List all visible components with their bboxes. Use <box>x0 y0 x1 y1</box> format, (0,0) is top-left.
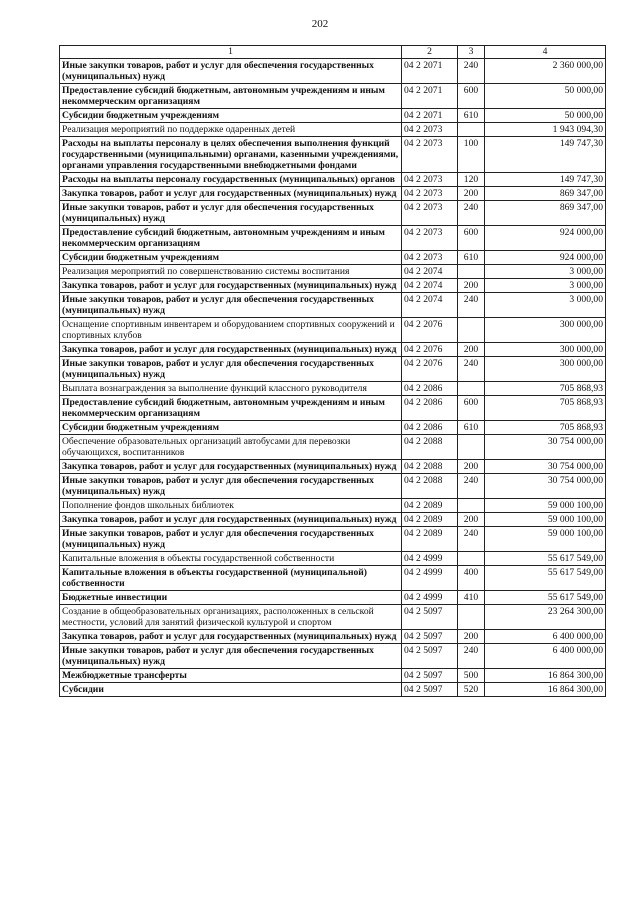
row-amount-cell: 30 754 000,00 <box>485 435 606 460</box>
row-name-cell: Закупка товаров, работ и услуг для государственных (муниципальных) нужд <box>60 630 402 644</box>
table-row <box>60 669 606 683</box>
row-name-cell: Предоставление субсидий бюджетным, автономным учреждениям и иным некоммерческим организациям <box>60 226 402 251</box>
row-code-cell: 04 2 2071 <box>402 84 458 109</box>
page-number: 202 <box>311 18 329 30</box>
row-name-cell: Иные закупки товаров, работ и услуг для обеспечения государственных (муниципальных) нужд <box>60 474 402 499</box>
row-name-cell: Закупка товаров, работ и услуг для государственных (муниципальных) нужд <box>60 343 402 357</box>
table-row <box>60 474 606 499</box>
row-name-cell: Выплата вознаграждения за выполнение функций классного руководителя <box>60 382 402 396</box>
row-type-cell: 610 <box>458 251 485 265</box>
row-code-cell: 04 2 2074 <box>402 265 458 279</box>
row-name-cell: Капитальные вложения в объекты государственной собственности <box>60 552 402 566</box>
row-name-cell: Закупка товаров, работ и услуг для государственных (муниципальных) нужд <box>60 279 402 293</box>
table-row <box>60 552 606 566</box>
table-row <box>60 187 606 201</box>
row-code-cell: 04 2 2071 <box>402 59 458 84</box>
row-type-cell: 610 <box>458 109 485 123</box>
row-code-cell: 04 2 2086 <box>402 396 458 421</box>
row-amount-cell: 50 000,00 <box>485 84 606 109</box>
row-code-cell: 04 2 2089 <box>402 527 458 552</box>
row-amount-cell: 55 617 549,00 <box>485 566 606 591</box>
table-row <box>60 226 606 251</box>
row-type-cell: 200 <box>458 343 485 357</box>
row-name-cell: Расходы на выплаты персоналу в целях обеспечения выполнения функций государственными (муниципальными) органами, казенными учреждениями, органами управления государственными внебюджетными фондами <box>60 137 402 173</box>
row-type-cell: 240 <box>458 474 485 499</box>
row-code-cell: 04 2 2086 <box>402 421 458 435</box>
row-type-cell: 120 <box>458 173 485 187</box>
row-code-cell: 04 2 2073 <box>402 201 458 226</box>
column-header-type: 3 <box>458 46 485 59</box>
table-row <box>60 683 606 697</box>
row-code-cell: 04 2 2074 <box>402 279 458 293</box>
table-row <box>60 109 606 123</box>
table-row <box>60 123 606 137</box>
row-type-cell <box>458 318 485 343</box>
table-body <box>60 59 606 697</box>
row-type-cell: 240 <box>458 201 485 226</box>
row-amount-cell: 59 000 100,00 <box>485 527 606 552</box>
row-code-cell: 04 2 4999 <box>402 591 458 605</box>
row-code-cell: 04 2 2071 <box>402 109 458 123</box>
row-amount-cell: 30 754 000,00 <box>485 460 606 474</box>
table-row <box>60 499 606 513</box>
row-amount-cell: 149 747,30 <box>485 173 606 187</box>
row-amount-cell: 59 000 100,00 <box>485 499 606 513</box>
table-row <box>60 630 606 644</box>
table-row <box>60 318 606 343</box>
table-row <box>60 566 606 591</box>
table-row <box>60 293 606 318</box>
table-row <box>60 527 606 552</box>
table-row <box>60 265 606 279</box>
row-code-cell: 04 2 2074 <box>402 293 458 318</box>
row-code-cell: 04 2 5097 <box>402 683 458 697</box>
row-code-cell: 04 2 4999 <box>402 552 458 566</box>
table-row <box>60 357 606 382</box>
table-row <box>60 644 606 669</box>
row-name-cell: Субсидии бюджетным учреждениям <box>60 421 402 435</box>
row-name-cell: Капитальные вложения в объекты государственной (муниципальной) собственности <box>60 566 402 591</box>
row-name-cell: Субсидии бюджетным учреждениям <box>60 109 402 123</box>
column-header-name: 1 <box>60 46 402 59</box>
row-amount-cell: 705 868,93 <box>485 382 606 396</box>
row-name-cell: Закупка товаров, работ и услуг для государственных (муниципальных) нужд <box>60 513 402 527</box>
row-name-cell: Обеспечение образовательных организаций автобусами для перевозки обучающихся, воспитанников <box>60 435 402 460</box>
row-code-cell: 04 2 2073 <box>402 123 458 137</box>
row-amount-cell: 55 617 549,00 <box>485 552 606 566</box>
row-amount-cell: 705 868,93 <box>485 421 606 435</box>
row-type-cell: 200 <box>458 513 485 527</box>
row-amount-cell: 23 264 300,00 <box>485 605 606 630</box>
row-code-cell: 04 2 4999 <box>402 566 458 591</box>
row-type-cell: 610 <box>458 421 485 435</box>
row-type-cell: 600 <box>458 396 485 421</box>
row-type-cell: 240 <box>458 527 485 552</box>
row-amount-cell: 59 000 100,00 <box>485 513 606 527</box>
row-amount-cell: 55 617 549,00 <box>485 591 606 605</box>
row-amount-cell: 1 943 094,30 <box>485 123 606 137</box>
row-code-cell: 04 2 5097 <box>402 605 458 630</box>
table-row <box>60 435 606 460</box>
row-type-cell: 200 <box>458 279 485 293</box>
row-name-cell: Иные закупки товаров, работ и услуг для обеспечения государственных (муниципальных) нужд <box>60 201 402 226</box>
row-code-cell: 04 2 5097 <box>402 630 458 644</box>
row-type-cell <box>458 265 485 279</box>
row-type-cell: 200 <box>458 630 485 644</box>
row-type-cell <box>458 382 485 396</box>
table-header-row <box>60 46 606 59</box>
row-code-cell: 04 2 2073 <box>402 187 458 201</box>
row-code-cell: 04 2 2088 <box>402 460 458 474</box>
table-row <box>60 343 606 357</box>
row-amount-cell: 16 864 300,00 <box>485 683 606 697</box>
row-code-cell: 04 2 2086 <box>402 382 458 396</box>
row-type-cell: 400 <box>458 566 485 591</box>
row-amount-cell: 300 000,00 <box>485 318 606 343</box>
column-header-code: 2 <box>402 46 458 59</box>
row-type-cell: 240 <box>458 59 485 84</box>
row-name-cell: Межбюджетные трансферты <box>60 669 402 683</box>
row-name-cell: Оснащение спортивным инвентарем и оборудованием спортивных сооружений и спортивных клубов <box>60 318 402 343</box>
row-amount-cell: 924 000,00 <box>485 251 606 265</box>
row-code-cell: 04 2 2076 <box>402 318 458 343</box>
row-code-cell: 04 2 2073 <box>402 251 458 265</box>
row-name-cell: Предоставление субсидий бюджетным, автономным учреждениям и иным некоммерческим организациям <box>60 396 402 421</box>
row-type-cell: 520 <box>458 683 485 697</box>
row-type-cell: 100 <box>458 137 485 173</box>
row-name-cell: Реализация мероприятий по совершенствованию системы воспитания <box>60 265 402 279</box>
row-type-cell <box>458 605 485 630</box>
table-row <box>60 591 606 605</box>
row-code-cell: 04 2 2073 <box>402 226 458 251</box>
table-row <box>60 279 606 293</box>
row-name-cell: Закупка товаров, работ и услуг для государственных (муниципальных) нужд <box>60 187 402 201</box>
row-amount-cell: 3 000,00 <box>485 293 606 318</box>
row-type-cell: 600 <box>458 84 485 109</box>
row-name-cell: Субсидии бюджетным учреждениям <box>60 251 402 265</box>
row-amount-cell: 300 000,00 <box>485 343 606 357</box>
row-type-cell <box>458 499 485 513</box>
row-name-cell: Бюджетные инвестиции <box>60 591 402 605</box>
row-amount-cell: 300 000,00 <box>485 357 606 382</box>
row-code-cell: 04 2 2089 <box>402 513 458 527</box>
row-name-cell: Иные закупки товаров, работ и услуг для обеспечения государственных (муниципальных) нужд <box>60 527 402 552</box>
row-amount-cell: 3 000,00 <box>485 265 606 279</box>
row-code-cell: 04 2 2088 <box>402 435 458 460</box>
row-code-cell: 04 2 5097 <box>402 644 458 669</box>
row-type-cell: 240 <box>458 357 485 382</box>
table-row <box>60 382 606 396</box>
row-amount-cell: 2 360 000,00 <box>485 59 606 84</box>
row-name-cell: Предоставление субсидий бюджетным, автономным учреждениям и иным некоммерческим организациям <box>60 84 402 109</box>
row-type-cell: 600 <box>458 226 485 251</box>
row-name-cell: Иные закупки товаров, работ и услуг для обеспечения государственных (муниципальных) нужд <box>60 293 402 318</box>
row-type-cell <box>458 435 485 460</box>
row-type-cell: 240 <box>458 293 485 318</box>
column-header-amount: 4 <box>485 46 606 59</box>
row-name-cell: Расходы на выплаты персоналу государственных (муниципальных) органов <box>60 173 402 187</box>
table-row <box>60 251 606 265</box>
row-amount-cell: 869 347,00 <box>485 187 606 201</box>
row-type-cell <box>458 552 485 566</box>
row-name-cell: Закупка товаров, работ и услуг для государственных (муниципальных) нужд <box>60 460 402 474</box>
row-amount-cell: 705 868,93 <box>485 396 606 421</box>
row-name-cell: Создание в общеобразовательных организациях, расположенных в сельской местности, условий для занятий физической культурой и спортом <box>60 605 402 630</box>
row-code-cell: 04 2 2076 <box>402 343 458 357</box>
row-type-cell: 410 <box>458 591 485 605</box>
table-row <box>60 84 606 109</box>
row-amount-cell: 50 000,00 <box>485 109 606 123</box>
row-code-cell: 04 2 2088 <box>402 474 458 499</box>
row-type-cell <box>458 123 485 137</box>
row-amount-cell: 924 000,00 <box>485 226 606 251</box>
row-name-cell: Субсидии <box>60 683 402 697</box>
row-amount-cell: 30 754 000,00 <box>485 474 606 499</box>
row-amount-cell: 869 347,00 <box>485 201 606 226</box>
budget-table <box>59 45 606 697</box>
row-name-cell: Пополнение фондов школьных библиотек <box>60 499 402 513</box>
row-amount-cell: 16 864 300,00 <box>485 669 606 683</box>
row-name-cell: Иные закупки товаров, работ и услуг для обеспечения государственных (муниципальных) нужд <box>60 644 402 669</box>
table-row <box>60 460 606 474</box>
row-code-cell: 04 2 2089 <box>402 499 458 513</box>
row-code-cell: 04 2 2076 <box>402 357 458 382</box>
row-name-cell: Иные закупки товаров, работ и услуг для обеспечения государственных (муниципальных) нужд <box>60 59 402 84</box>
table-row <box>60 137 606 173</box>
row-name-cell: Иные закупки товаров, работ и услуг для обеспечения государственных (муниципальных) нужд <box>60 357 402 382</box>
table-row <box>60 201 606 226</box>
row-code-cell: 04 2 2073 <box>402 137 458 173</box>
table-row <box>60 396 606 421</box>
table-row <box>60 605 606 630</box>
table-row <box>60 513 606 527</box>
row-amount-cell: 149 747,30 <box>485 137 606 173</box>
row-amount-cell: 6 400 000,00 <box>485 644 606 669</box>
row-type-cell: 200 <box>458 460 485 474</box>
row-amount-cell: 3 000,00 <box>485 279 606 293</box>
row-name-cell: Реализация мероприятий по поддержке одаренных детей <box>60 123 402 137</box>
row-code-cell: 04 2 5097 <box>402 669 458 683</box>
row-type-cell: 200 <box>458 187 485 201</box>
table-row <box>60 173 606 187</box>
table-row <box>60 421 606 435</box>
row-amount-cell: 6 400 000,00 <box>485 630 606 644</box>
row-code-cell: 04 2 2073 <box>402 173 458 187</box>
row-type-cell: 240 <box>458 644 485 669</box>
row-type-cell: 500 <box>458 669 485 683</box>
table-row <box>60 59 606 84</box>
